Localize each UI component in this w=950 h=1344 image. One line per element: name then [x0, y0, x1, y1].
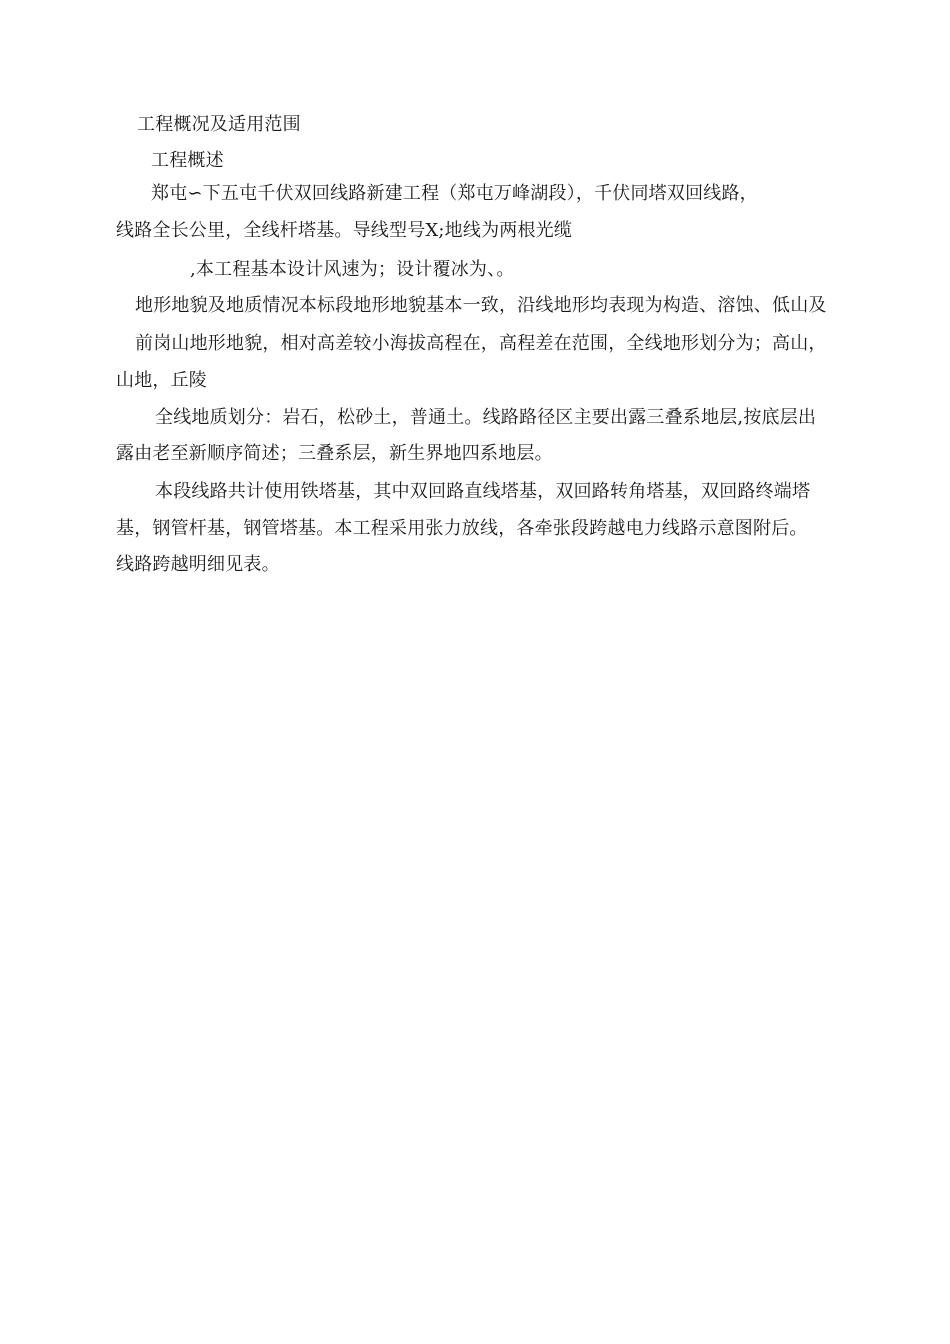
paragraph-line: 线路全长公里，全线杆塔基。导线型号X;地线为两根光缆 [116, 220, 573, 241]
paragraph-line: 全线地质划分：岩石，松砂土，普通土。线路路径区主要出露三叠系地层,按底层出 [155, 407, 817, 428]
paragraph-line: ,本工程基本设计风速为；设计覆冰为、。 [190, 259, 515, 280]
paragraph-line: 本段线路共计使用铁塔基，其中双回路直线塔基，双回路转角塔基，双回路终端塔 [155, 481, 811, 502]
subsection-title: 工程概述 [151, 150, 224, 171]
paragraph-line: 山地，丘陵 [116, 370, 207, 391]
paragraph-line: 郑屯∽下五屯千伏双回线路新建工程（郑屯万峰湖段），千伏同塔双回线路， [151, 183, 758, 204]
paragraph-line: 露由老至新顺序简述；三叠系层，新生界地四系地层。 [116, 443, 553, 464]
section-title: 工程概况及适用范围 [137, 114, 301, 135]
paragraph-line: 地形地貌及地质情况本标段地形地貌基本一致，沿线地形均表现为构造、溶蚀、低山及 [135, 295, 827, 316]
paragraph-line: 前岗山地形地貌，相对高差较小海拔高程在，高程差在范围，全线地形划分为；高山， [135, 333, 827, 354]
paragraph-line: 基，钢管杆基，钢管塔基。本工程采用张力放线，各牵张段跨越电力线路示意图附后。 [116, 518, 808, 539]
paragraph-line: 线路跨越明细见表。 [116, 554, 280, 575]
